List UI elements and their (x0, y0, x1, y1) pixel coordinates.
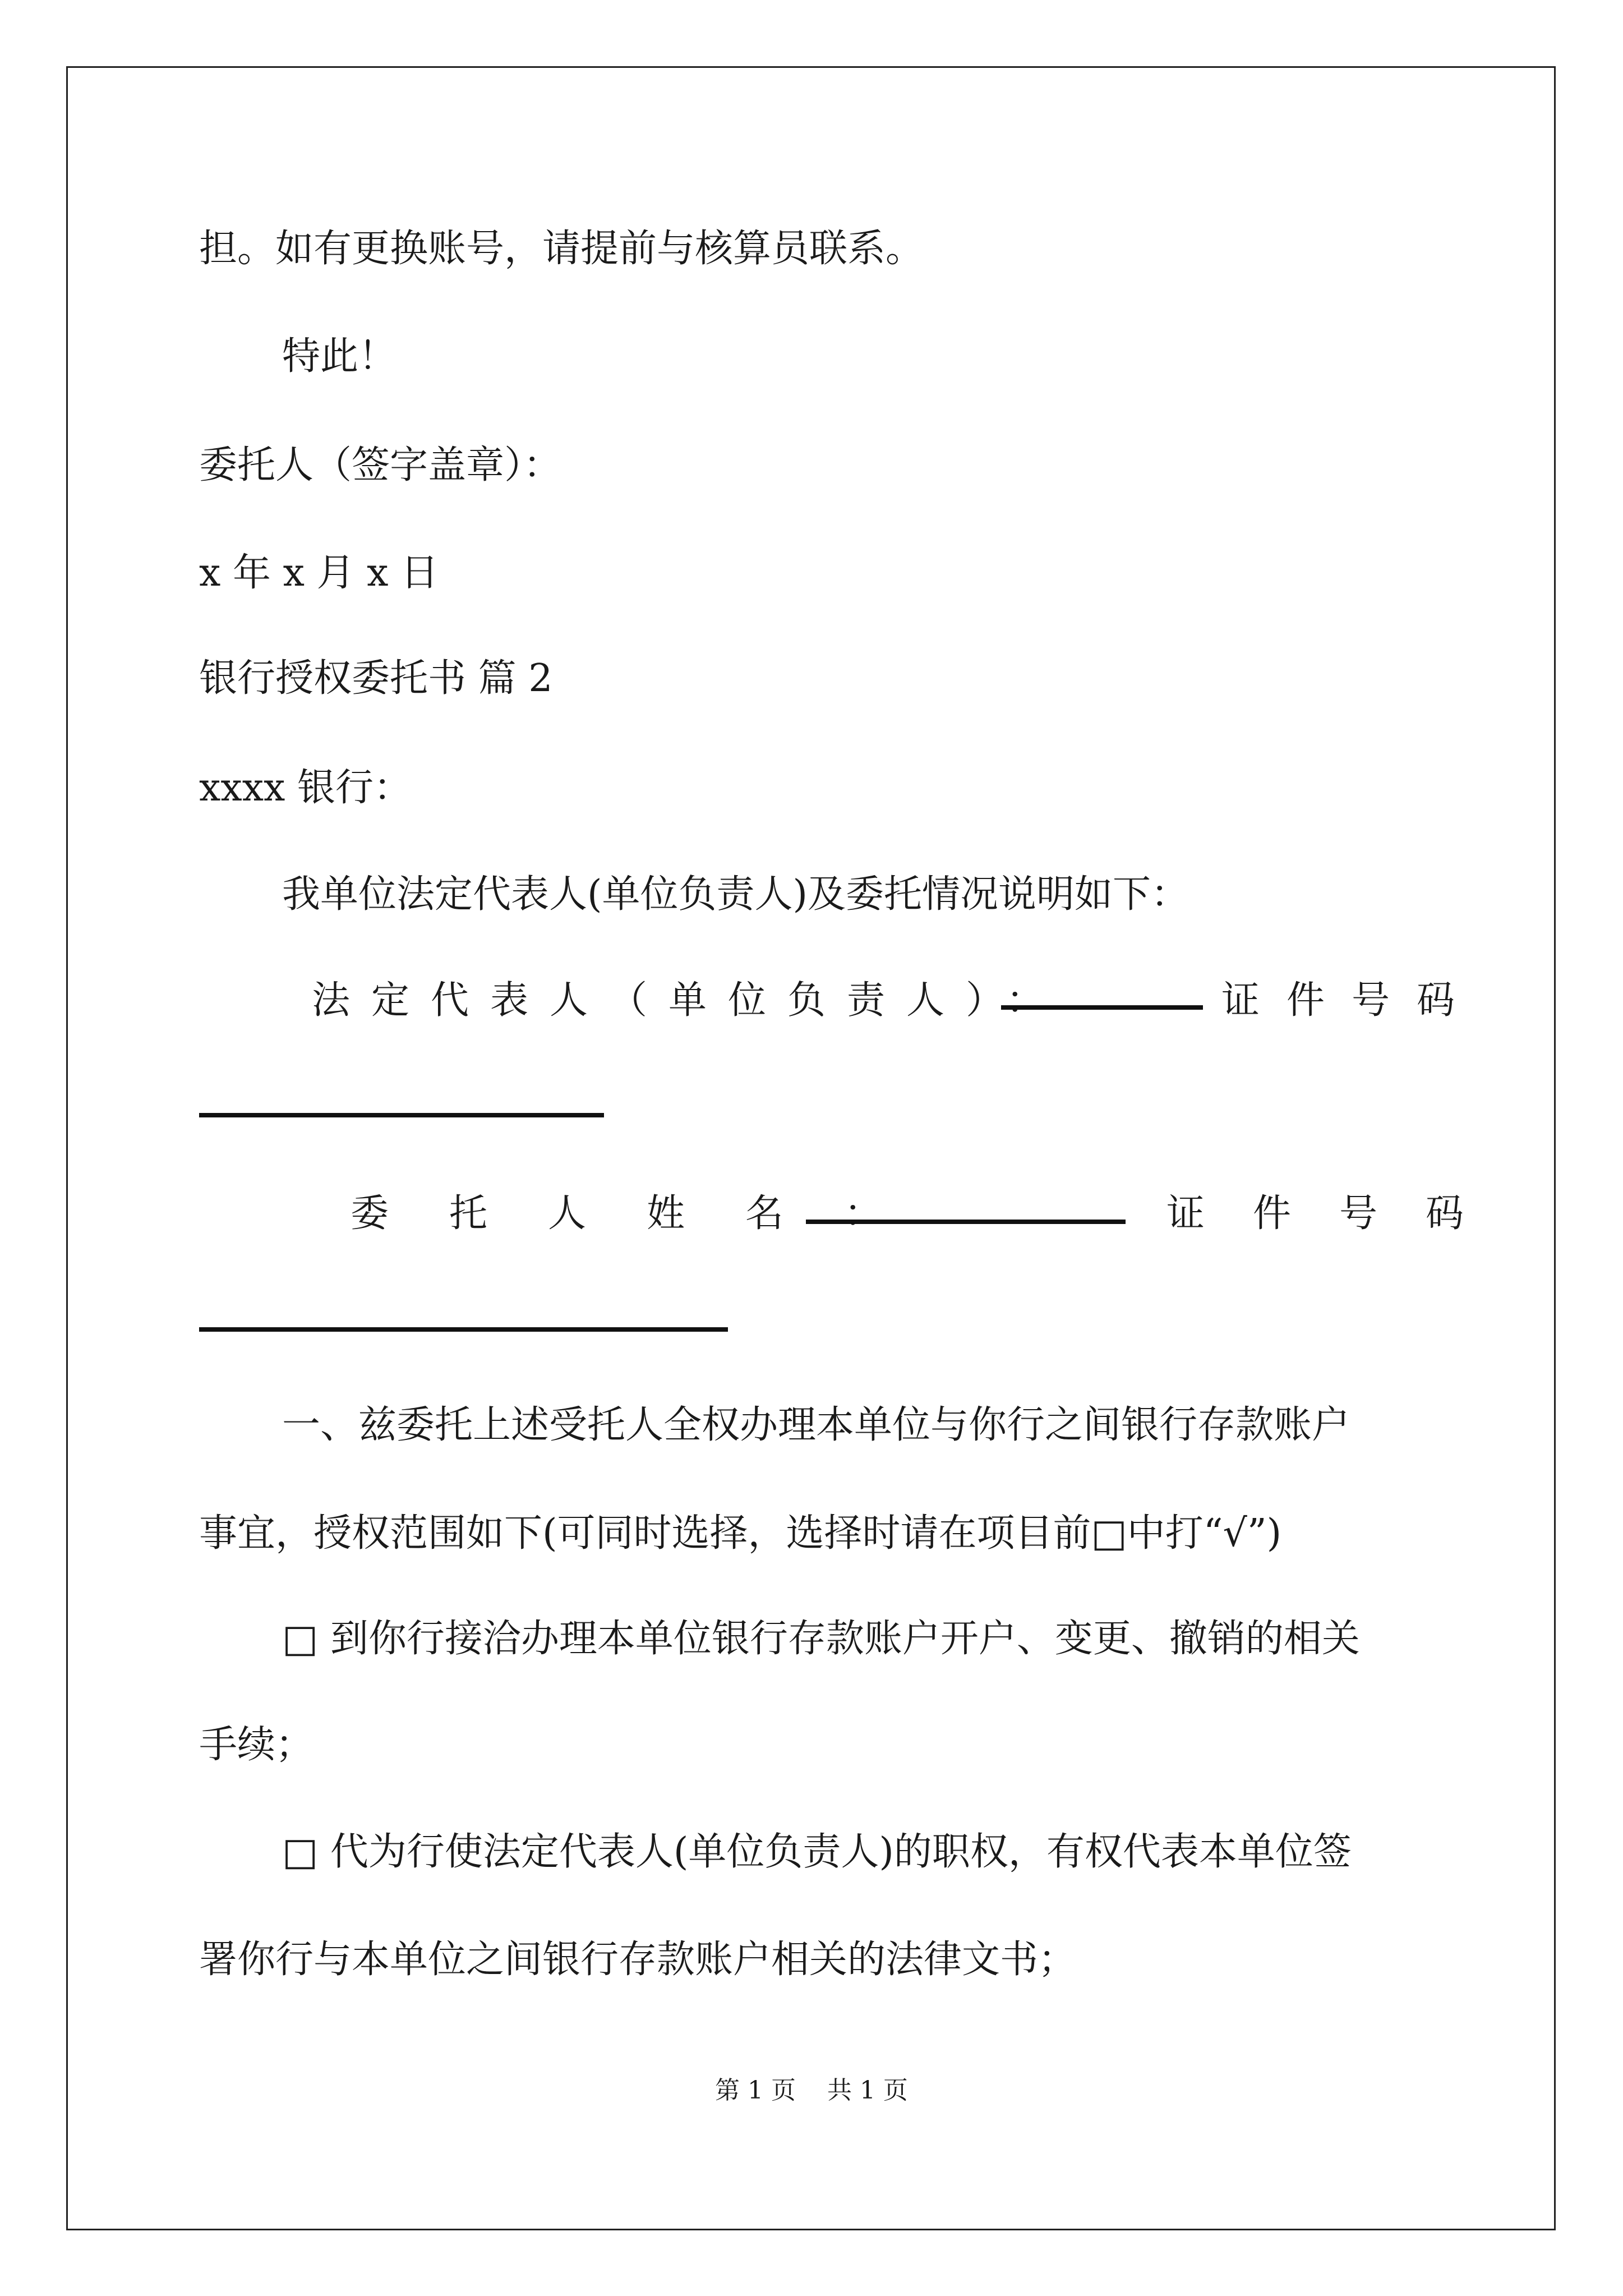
trustee-name-blank (806, 1220, 1126, 1224)
date-line: x 年 x 月 x 日 (199, 551, 439, 595)
paragraph-line: 事宜，授权范围如下(可同时选择，选择时请在项目前□中打“√”) (199, 1511, 1282, 1556)
paragraph-line: 担。如有更换账号，请提前与核算员联系。 (199, 227, 924, 271)
paragraph-line: 我单位法定代表人(单位负责人)及委托情况说明如下： (282, 872, 1189, 917)
legal-rep-blank (1001, 1005, 1203, 1010)
addressee-line: xxxx 银行： (199, 766, 412, 810)
checkbox-item: □ 到你行接洽办理本单位银行存款账户开户、变更、撤销的相关 (282, 1617, 1360, 1661)
legal-rep-label-text: 法定代表人（单位负责人）： (312, 978, 1066, 1023)
page-footer: 第 1 页 共 1 页 (715, 2076, 908, 2105)
paragraph-line: 特此！ (282, 334, 397, 379)
trustee-name-label: 委托人姓名： (351, 1191, 943, 1236)
signature-line-label: 委托人（签字盖章）： (199, 443, 562, 487)
id-number-label: 证件号码 (1221, 978, 1482, 1023)
legal-rep-id-blank (199, 1113, 604, 1117)
id-number-label: 证件号码 (1166, 1191, 1513, 1236)
legal-rep-label (312, 978, 1066, 1023)
section-heading: 银行授权委托书 篇 2 (199, 656, 553, 701)
trustee-id-blank (199, 1327, 728, 1332)
page-border (66, 66, 1556, 2230)
paragraph-line: 一、兹委托上述受托人全权办理本单位与你行之间银行存款账户 (282, 1403, 1350, 1447)
checkbox-item: □ 代为行使法定代表人(单位负责人)的职权，有权代表本单位签 (282, 1830, 1352, 1874)
paragraph-line: 手续； (199, 1723, 314, 1767)
paragraph-line: 署你行与本单位之间银行存款账户相关的法律文书； (199, 1938, 1077, 1982)
